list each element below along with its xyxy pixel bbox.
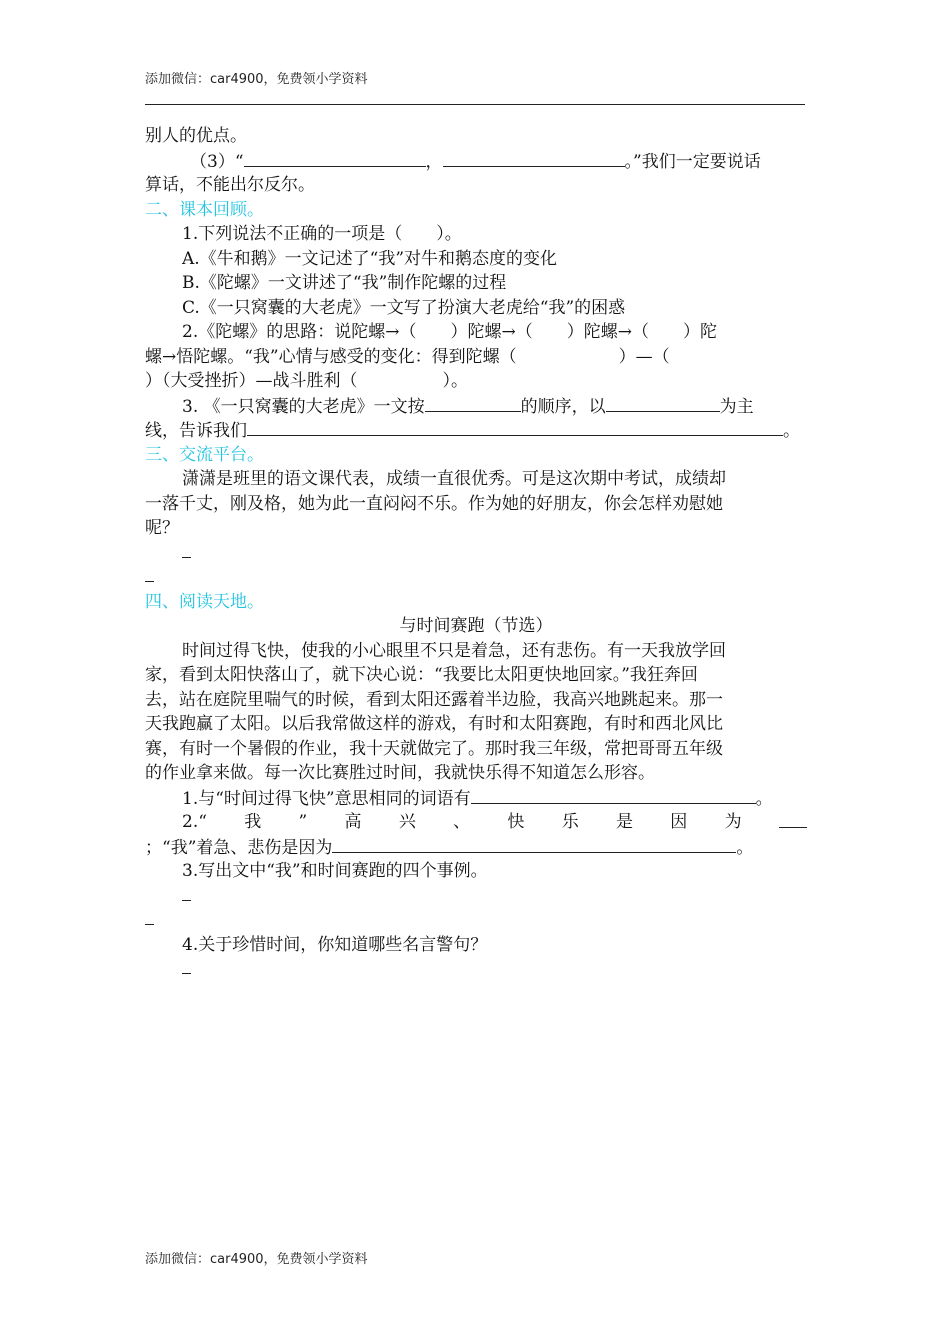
option-c: C.《一只窝囊的大老虎》一文写了扮演大老虎给“我”的困惑 [182, 297, 626, 318]
passage-line: 去，站在庭院里喘气的时候，看到太阳还露着半边脸，我高兴地跳起来。那一 [145, 689, 723, 710]
header-rule [145, 104, 805, 105]
reading-question-3: 3.写出文中“我”和时间赛跑的四个事例。 [182, 861, 488, 881]
question-2-cont: 螺→悟陀螺。“我”心情与感受的变化：得到陀螺（ ）—（ [145, 346, 670, 367]
quote-fill-line: （3）“ ， 。”我们一定要说话 [145, 149, 807, 174]
answer-blank[interactable] [244, 149, 426, 167]
passage-line: 赛，有时一个暑假的作业，我十天就做完了。那时我三年级，常把哥哥五年级 [145, 738, 723, 759]
answer-blank[interactable] [779, 810, 807, 828]
option-a: A.《牛和鹅》一文记述了“我”对牛和鹅态度的变化 [182, 248, 558, 269]
prompt-text: 呢？ [145, 518, 179, 538]
answer-blank[interactable] [443, 149, 625, 167]
worksheet-body [145, 124, 807, 982]
question-3-cont: 线，告诉我们 。 [145, 418, 807, 443]
option-b: B.《陀螺》一文讲述了“我”制作陀螺的过程 [182, 273, 507, 293]
passage-line: 时间过得飞快，使我的小心眼里不只是着急，还有悲伤。有一天我放学回 [182, 640, 726, 661]
prompt-text: 一落千丈，刚及格，她为此一直闷闷不乐。作为她的好朋友，你会怎样劝慰她 [145, 493, 723, 514]
text-line: 算话，不能出尔反尔。 [145, 175, 315, 195]
passage-line: 家，看到太阳快落山了，就下决心说：“我要比太阳更快地回家。”我狂奔回 [145, 665, 698, 685]
page-footer: 添加微信：car4900，免费领小学资料 [145, 1252, 368, 1267]
answer-line[interactable] [145, 884, 807, 909]
answer-line[interactable] [145, 908, 807, 933]
section-heading-3: 三、交流平台。 [145, 444, 264, 465]
answer-blank[interactable] [247, 418, 783, 436]
text-line: 别人的优点。 [145, 126, 247, 146]
answer-line[interactable] [145, 565, 807, 590]
passage-title: 与时间赛跑（节选） [399, 616, 553, 636]
reading-question-2-cont: ；“我”着急、悲伤是因为 。 [145, 835, 807, 860]
question-2-cont: ）（大受挫折）—战斗胜利（ ）。 [145, 371, 468, 391]
question-2: 2.《陀螺》的思路：说陀螺→（ ）陀螺→（ ）陀螺→（ ）陀 [182, 322, 717, 342]
answer-blank[interactable] [425, 394, 521, 412]
question-3: 3. 《一只窝囊的大老虎》一文按 的顺序，以 为主 [145, 394, 807, 419]
prompt-text: 潇潇是班里的语文课代表，成绩一直很优秀。可是这次期中考试，成绩却 [182, 469, 726, 489]
answer-blank[interactable] [471, 786, 756, 804]
section-heading-2: 二、课本回顾。 [145, 199, 264, 220]
answer-blank[interactable] [606, 394, 720, 412]
reading-question-2: 2.“ 我 ” 高 兴 、 快 乐 是 因 为 [145, 810, 807, 835]
passage-line: 天我跑赢了太阳。以后我常做这样的游戏，有时和太阳赛跑，有时和西北风比 [145, 714, 723, 734]
answer-line[interactable] [145, 957, 807, 982]
page-header: 添加微信：car4900，免费领小学资料 [145, 72, 368, 87]
passage-line: 的作业拿来做。每一次比赛胜过时间，我就快乐得不知道怎么形容。 [145, 763, 655, 783]
answer-line[interactable] [145, 541, 807, 566]
reading-question-1: 1.与“时间过得飞快”意思相同的词语有 。 [145, 786, 807, 811]
answer-blank[interactable] [332, 835, 736, 853]
question-1: 1.下列说法不正确的一项是（ ）。 [182, 224, 462, 244]
reading-question-4: 4.关于珍惜时间，你知道哪些名言警句？ [182, 934, 488, 955]
section-heading-4: 四、阅读天地。 [145, 591, 264, 612]
